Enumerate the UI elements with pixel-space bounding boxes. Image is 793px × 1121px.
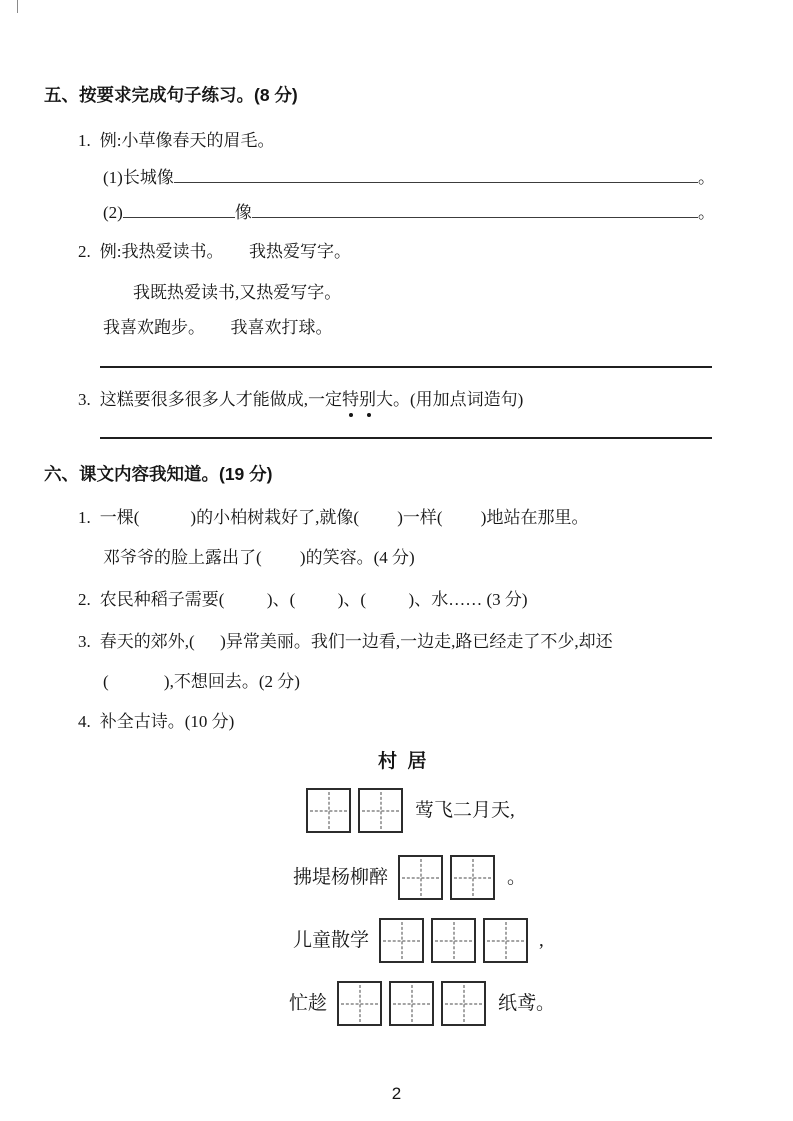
- question-text: 例:小草像春天的眉毛。: [99, 131, 275, 150]
- sub-item-text: 长城像: [122, 167, 174, 187]
- question-text: ( ),不想回去。(2 分): [103, 672, 300, 691]
- question-number: 2.: [78, 590, 91, 609]
- poem-punctuation: ,: [539, 930, 544, 951]
- question-text-before: 这糕要很多很多人才能做成,一定: [99, 390, 342, 409]
- question-6-4: [78, 711, 718, 734]
- question-text: 一棵( )的小柏树栽好了,就像( )一样( )地站在那里。: [99, 508, 589, 527]
- question-5-1-sub1: [103, 164, 715, 190]
- question-text: 农民种稻子需要( )、( )、( )、水…… (3 分): [99, 590, 528, 609]
- question-text: 例:我热爱读书。 我热爱写字。: [99, 242, 351, 261]
- page-number: 2: [391, 1084, 402, 1103]
- poem-line-2: [293, 855, 526, 900]
- question-text: 我喜欢跑步。 我喜欢打球。: [103, 318, 333, 337]
- tianzige-box: [398, 855, 443, 900]
- poem-text: 儿童散学: [293, 930, 370, 951]
- question-text: 春天的郊外,( )异常美丽。我们一边看,一边走,路已经走了不少,却还: [99, 632, 613, 651]
- poem-text: 莺飞二月天,: [415, 800, 515, 821]
- poem-title: 村 居: [378, 751, 427, 772]
- emphasized-word: 特别: [342, 390, 376, 409]
- tianzige-box: [483, 918, 528, 963]
- question-number: 4.: [78, 712, 91, 731]
- tianzige-box: [389, 981, 434, 1026]
- question-5-2-line3: [103, 317, 718, 340]
- section-5-heading: 五、按要求完成句子练习。(8 分): [44, 85, 298, 105]
- question-number: 3.: [78, 632, 91, 651]
- answer-blank-line: [123, 199, 235, 218]
- tianzige-box: [379, 918, 424, 963]
- question-text: 我既热爱读书,又热爱写字。: [133, 283, 342, 302]
- period: 。: [698, 167, 715, 187]
- answer-rule: [100, 437, 712, 439]
- question-number: 1.: [78, 131, 91, 150]
- question-6-1: [78, 507, 718, 530]
- question-text-after: 大。(用加点词造句): [376, 390, 524, 409]
- tianzige-box: [358, 788, 403, 833]
- answer-blank-line: [174, 164, 698, 183]
- section-6-heading: 六、课文内容我知道。(19 分): [44, 464, 273, 484]
- poem-line-3: [293, 918, 544, 963]
- question-6-1-line2: [103, 547, 718, 570]
- question-text: 补全古诗。(10 分): [99, 712, 235, 731]
- tianzige-box: [450, 855, 495, 900]
- question-5-2-line2: [133, 282, 718, 305]
- tianzige-box: [306, 788, 351, 833]
- poem-line-4: [289, 981, 555, 1026]
- question-text: 邓爷爷的脸上露出了( )的笑容。(4 分): [103, 548, 415, 567]
- question-6-3-line2: [103, 671, 718, 694]
- sub-item-text: 像: [234, 202, 252, 222]
- sub-item-label: (1): [103, 167, 123, 187]
- poem-text: 忙趁: [289, 993, 328, 1014]
- tianzige-box: [431, 918, 476, 963]
- poem-line-1: [306, 788, 515, 833]
- question-6-2: [78, 589, 718, 612]
- poem-punctuation: 。: [507, 867, 527, 888]
- question-text: [100, 389, 524, 412]
- poem-text: 拂堤杨柳醉: [293, 867, 389, 888]
- question-number: 2.: [78, 242, 91, 261]
- tianzige-box: [441, 981, 486, 1026]
- question-5-1: [78, 130, 718, 153]
- question-5-2: [78, 241, 718, 264]
- poem-text-after: 纸鸢。: [498, 993, 556, 1014]
- answer-blank-line: [252, 199, 698, 218]
- sub-item-label: (2): [103, 202, 123, 222]
- tianzige-box: [337, 981, 382, 1026]
- question-number: 3.: [78, 390, 91, 409]
- question-5-3: [78, 389, 718, 412]
- answer-rule: [100, 366, 712, 368]
- question-5-1-sub2: [103, 199, 715, 225]
- period: 。: [698, 202, 715, 222]
- question-number: 1.: [78, 508, 91, 527]
- crop-mark: [17, 0, 18, 13]
- question-6-3: [78, 631, 718, 654]
